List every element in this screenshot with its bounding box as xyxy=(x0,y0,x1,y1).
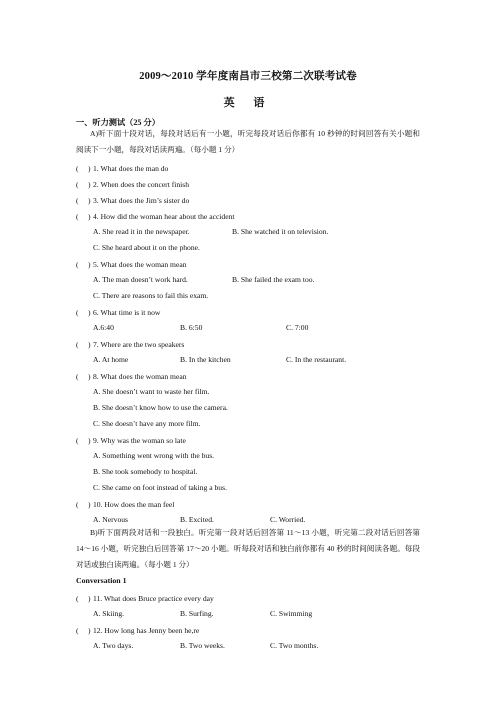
option-10c: C. Worried. xyxy=(270,515,306,524)
question-text: 11. What does Bruce practice every day xyxy=(93,594,214,603)
question-12 xyxy=(76,625,199,636)
question-4 xyxy=(76,211,235,222)
answer-blank[interactable]: ( ) xyxy=(76,212,91,221)
option-6b: B. 6:50 xyxy=(180,323,203,332)
answer-blank[interactable]: ( ) xyxy=(76,164,91,173)
question-text: 4. How did the woman hear about the accident xyxy=(93,212,235,221)
answer-blank[interactable]: ( ) xyxy=(76,594,91,603)
question-text: 6. What time is it now xyxy=(93,308,161,317)
answer-blank[interactable]: ( ) xyxy=(76,436,91,445)
question-9 xyxy=(76,435,186,446)
question-7 xyxy=(76,339,184,350)
answer-blank[interactable]: ( ) xyxy=(76,372,91,381)
option-11a: A. Skiing. xyxy=(93,609,125,618)
option-8c: C. She doesn’t have any more film. xyxy=(93,419,201,428)
answer-blank[interactable]: ( ) xyxy=(76,260,91,269)
question-2 xyxy=(76,179,189,190)
option-10b: B. Excited. xyxy=(180,515,214,524)
question-6 xyxy=(76,307,160,318)
option-9a: A. Something went wrong with the bus. xyxy=(93,451,215,460)
option-8a: A. She doesn’t want to waste her film. xyxy=(93,387,210,396)
subject-heading: 英 语 xyxy=(223,97,273,109)
question-text: 2. When does the concert finish xyxy=(93,180,190,189)
option-6a: A.6:40 xyxy=(93,323,114,332)
question-text: 7. Where are the two speakers xyxy=(93,340,185,349)
answer-blank[interactable]: ( ) xyxy=(76,180,91,189)
option-4a: A. She read it in the newspaper. xyxy=(93,227,190,236)
answer-blank[interactable]: ( ) xyxy=(76,308,91,317)
question-11 xyxy=(76,593,214,604)
answer-blank[interactable]: ( ) xyxy=(76,500,91,509)
conversation-heading: Conversation 1 xyxy=(76,576,127,585)
question-text: 8. What does the woman mean xyxy=(93,372,187,381)
question-text: 3. What does the Jim’s sister do xyxy=(93,196,190,205)
answer-blank[interactable]: ( ) xyxy=(76,196,91,205)
question-text: 5. What does the woman mean xyxy=(93,260,187,269)
question-text: 9. Why was the woman so late xyxy=(93,436,186,445)
answer-blank[interactable]: ( ) xyxy=(76,626,91,635)
section-heading: 一、听力测试（25 分） xyxy=(76,118,160,127)
page-title: 2009～2010 学年度南昌市三校第二次联考试卷 xyxy=(139,71,357,82)
option-12b: B. Two weeks. xyxy=(180,641,225,650)
question-3 xyxy=(76,195,189,206)
question-1 xyxy=(76,163,168,174)
question-5 xyxy=(76,259,187,270)
part-a-instructions: A)听下面十段对话，每段对话后有一小题，听完每段对话后你都有 10 秒钟的时间回答有关小题和阅读下一小题，每段对话读两遍。（每小题 1 分） xyxy=(76,129,420,154)
question-10 xyxy=(76,499,174,510)
question-8 xyxy=(76,371,187,382)
option-5b: B. She failed the exam too. xyxy=(232,275,315,284)
option-10a: A. Nervous xyxy=(93,515,129,524)
option-4b: B. She watched it on television. xyxy=(232,227,329,236)
question-text: 10. How does the man feel xyxy=(93,500,175,509)
option-12c: C. Two months. xyxy=(270,641,319,650)
option-5c: C. There are reasons to fail this exam. xyxy=(93,291,209,300)
option-7c: C. In the restaurant. xyxy=(286,355,347,364)
option-6c: C. 7:00 xyxy=(286,323,309,332)
part-b-instructions: B)听下面两段对话和一段独白。听完第一段对话后回答第 11～13 小题，听完第二段对话后回答第 14～16 小题，听完独白后回答第 17～20 小题。听每段对话和独白前你都有 40 秒的时间阅读各题。每段对话或独白读两遍。（每小题 1 分） xyxy=(76,528,420,569)
option-11b: B. Surfing. xyxy=(180,609,214,618)
option-9c: C. She came on foot instead of taking a bus. xyxy=(93,483,227,492)
question-text: 12. How long has Jenny been he,re xyxy=(93,626,200,635)
option-9b: B. She took somebody to hospital. xyxy=(93,467,198,476)
option-12a: A. Two days. xyxy=(93,641,134,650)
option-7b: B. In the kitchen xyxy=(180,355,231,364)
option-11c: C. Swimming xyxy=(270,609,313,618)
answer-blank[interactable]: ( ) xyxy=(76,340,91,349)
option-4c: C. She heard about it on the phone. xyxy=(93,243,200,252)
option-5a: A. The man doesn’t work hard. xyxy=(93,275,188,284)
question-text: 1. What does the man do xyxy=(93,164,169,173)
option-7a: A. At home xyxy=(93,355,129,364)
option-8b: B. She doesn’t know how to use the camera. xyxy=(93,403,228,412)
